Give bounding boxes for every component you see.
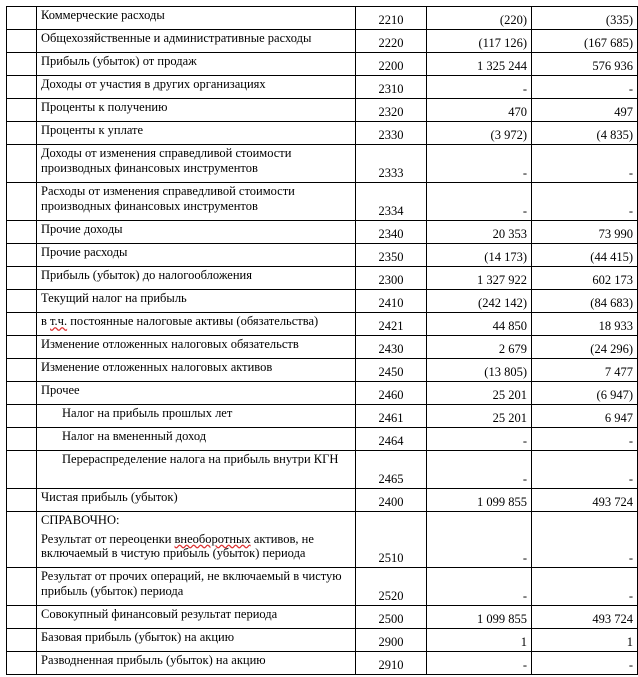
row-name: Прибыль (убыток) до налогообложения: [37, 267, 356, 290]
row-previous-value: (84 683): [532, 290, 638, 313]
spellcheck-marked-word: внеоборотных: [174, 531, 251, 546]
table-row: [7, 99, 638, 122]
row-name: Проценты к уплате: [37, 122, 356, 145]
row-code: 2461: [356, 405, 427, 428]
row-current-value: 25 201: [427, 405, 532, 428]
row-code: 2400: [356, 489, 427, 512]
row-name-prefix: в: [41, 314, 51, 328]
row-previous-value: (4 835): [532, 122, 638, 145]
row-blank-cell: [7, 606, 37, 629]
row-current-value: -: [427, 428, 532, 451]
row-blank-cell: [7, 568, 37, 606]
row-code: 2450: [356, 359, 427, 382]
row-name-suffix: постоянные налоговые активы (обязательства): [67, 314, 319, 328]
row-previous-value: (335): [532, 7, 638, 30]
row-previous-value: -: [532, 512, 638, 568]
table-row: [7, 629, 638, 652]
income-statement-table: [6, 6, 638, 675]
row-previous-value: -: [532, 183, 638, 221]
row-name: Налог на вмененный доход: [37, 428, 356, 451]
row-previous-value: (24 296): [532, 336, 638, 359]
row-blank-cell: [7, 7, 37, 30]
row-blank-cell: [7, 99, 37, 122]
row-current-value: -: [427, 451, 532, 489]
table-row: [7, 336, 638, 359]
row-blank-cell: [7, 652, 37, 675]
row-blank-cell: [7, 451, 37, 489]
row-previous-value: 6 947: [532, 405, 638, 428]
row-blank-cell: [7, 267, 37, 290]
row-name: Прочее: [37, 382, 356, 405]
row-current-value: (14 173): [427, 244, 532, 267]
row-previous-value: 493 724: [532, 606, 638, 629]
row-name: Доходы от изменения справедливой стоимости производных финансовых инструментов: [37, 145, 356, 183]
row-name: Прибыль (убыток) от продаж: [37, 53, 356, 76]
row-blank-cell: [7, 382, 37, 405]
row-code: 2220: [356, 30, 427, 53]
row-code: 2330: [356, 122, 427, 145]
row-code: 2200: [356, 53, 427, 76]
table-row: [7, 652, 638, 675]
table-row: [7, 76, 638, 99]
row-blank-cell: [7, 53, 37, 76]
table-row: [7, 359, 638, 382]
row-current-value: (220): [427, 7, 532, 30]
row-code: 2350: [356, 244, 427, 267]
row-blank-cell: [7, 512, 37, 568]
row-blank-cell: [7, 313, 37, 336]
row-current-value: 1 327 922: [427, 267, 532, 290]
row-code: 2510: [356, 512, 427, 568]
row-current-value: (3 972): [427, 122, 532, 145]
row-current-value: -: [427, 568, 532, 606]
row-current-value: -: [427, 512, 532, 568]
row-current-value: 20 353: [427, 221, 532, 244]
table-row: [7, 428, 638, 451]
table-row: [7, 512, 638, 568]
row-name: Расходы от изменения справедливой стоимости производных финансовых инструментов: [37, 183, 356, 221]
row-code: 2300: [356, 267, 427, 290]
row-previous-value: 576 936: [532, 53, 638, 76]
row-name-prefix: Результат от переоценки: [41, 531, 175, 546]
row-code: 2430: [356, 336, 427, 359]
row-name: Общехозяйственные и административные расходы: [37, 30, 356, 53]
row-current-value: -: [427, 76, 532, 99]
row-name: Изменение отложенных налоговых обязательств: [37, 336, 356, 359]
row-blank-cell: [7, 405, 37, 428]
row-name: Чистая прибыль (убыток): [37, 489, 356, 512]
row-code: 2340: [356, 221, 427, 244]
row-blank-cell: [7, 122, 37, 145]
table-row: [7, 606, 638, 629]
row-name: [37, 512, 356, 568]
row-name: [37, 313, 356, 336]
table-row: [7, 221, 638, 244]
row-current-value: -: [427, 145, 532, 183]
row-previous-value: (6 947): [532, 382, 638, 405]
row-blank-cell: [7, 290, 37, 313]
row-current-value: (117 126): [427, 30, 532, 53]
row-blank-cell: [7, 489, 37, 512]
row-blank-cell: [7, 244, 37, 267]
row-previous-value: (44 415): [532, 244, 638, 267]
table-row: [7, 122, 638, 145]
row-current-value: (13 805): [427, 359, 532, 382]
table-row: [7, 382, 638, 405]
row-previous-value: -: [532, 652, 638, 675]
row-blank-cell: [7, 336, 37, 359]
row-current-value: (242 142): [427, 290, 532, 313]
table-row: [7, 405, 638, 428]
row-current-value: -: [427, 652, 532, 675]
row-name: Изменение отложенных налоговых активов: [37, 359, 356, 382]
row-code: 2210: [356, 7, 427, 30]
row-previous-value: 497: [532, 99, 638, 122]
table-row: [7, 489, 638, 512]
row-name: Совокупный финансовый результат периода: [37, 606, 356, 629]
row-previous-value: 493 724: [532, 489, 638, 512]
row-code: 2900: [356, 629, 427, 652]
row-name: Разводненная прибыль (убыток) на акцию: [37, 652, 356, 675]
spellcheck-marked-word: т.ч.: [50, 314, 68, 328]
row-previous-value: (167 685): [532, 30, 638, 53]
row-name-suffix: активов, не включаемый в чистую прибыль (убыток) периода: [41, 531, 314, 560]
row-current-value: 44 850: [427, 313, 532, 336]
row-blank-cell: [7, 359, 37, 382]
row-blank-cell: [7, 183, 37, 221]
row-previous-value: 73 990: [532, 221, 638, 244]
row-blank-cell: [7, 76, 37, 99]
row-current-value: 1 325 244: [427, 53, 532, 76]
table-row: [7, 30, 638, 53]
row-code: 2500: [356, 606, 427, 629]
row-code: 2333: [356, 145, 427, 183]
table-row: [7, 244, 638, 267]
row-previous-value: -: [532, 451, 638, 489]
row-code: 2410: [356, 290, 427, 313]
row-code: 2334: [356, 183, 427, 221]
table-row: [7, 7, 638, 30]
row-current-value: 1: [427, 629, 532, 652]
row-code: 2421: [356, 313, 427, 336]
row-name: Прочие доходы: [37, 221, 356, 244]
row-blank-cell: [7, 428, 37, 451]
row-name: Доходы от участия в других организациях: [37, 76, 356, 99]
row-code: 2464: [356, 428, 427, 451]
row-previous-value: -: [532, 76, 638, 99]
row-code: 2910: [356, 652, 427, 675]
row-name: Перераспределение налога на прибыль внутри КГН: [37, 451, 356, 489]
row-name: Коммерческие расходы: [37, 7, 356, 30]
table-row: [7, 290, 638, 313]
row-blank-cell: [7, 221, 37, 244]
row-previous-value: 18 933: [532, 313, 638, 336]
row-name: Результат от прочих операций, не включаемый в чистую прибыль (убыток) периода: [37, 568, 356, 606]
row-code: 2460: [356, 382, 427, 405]
row-name: Налог на прибыль прошлых лет: [37, 405, 356, 428]
row-current-value: 470: [427, 99, 532, 122]
row-blank-cell: [7, 145, 37, 183]
row-current-value: -: [427, 183, 532, 221]
row-code: 2310: [356, 76, 427, 99]
table-row: [7, 267, 638, 290]
row-previous-value: -: [532, 428, 638, 451]
row-blank-cell: [7, 629, 37, 652]
reference-heading: СПРАВОЧНО:: [41, 513, 120, 527]
row-current-value: 1 099 855: [427, 606, 532, 629]
table-row: [7, 145, 638, 183]
row-previous-value: 602 173: [532, 267, 638, 290]
table-row: [7, 53, 638, 76]
row-name: Текущий налог на прибыль: [37, 290, 356, 313]
row-blank-cell: [7, 30, 37, 53]
table-row: [7, 313, 638, 336]
row-name: Прочие расходы: [37, 244, 356, 267]
row-previous-value: -: [532, 145, 638, 183]
row-previous-value: 1: [532, 629, 638, 652]
row-previous-value: 7 477: [532, 359, 638, 382]
row-current-value: 2 679: [427, 336, 532, 359]
table-row: [7, 451, 638, 489]
row-current-value: 1 099 855: [427, 489, 532, 512]
table-row: [7, 568, 638, 606]
row-code: 2520: [356, 568, 427, 606]
row-name: Проценты к получению: [37, 99, 356, 122]
row-previous-value: -: [532, 568, 638, 606]
row-current-value: 25 201: [427, 382, 532, 405]
row-code: 2465: [356, 451, 427, 489]
table-row: [7, 183, 638, 221]
row-code: 2320: [356, 99, 427, 122]
row-name: Базовая прибыль (убыток) на акцию: [37, 629, 356, 652]
